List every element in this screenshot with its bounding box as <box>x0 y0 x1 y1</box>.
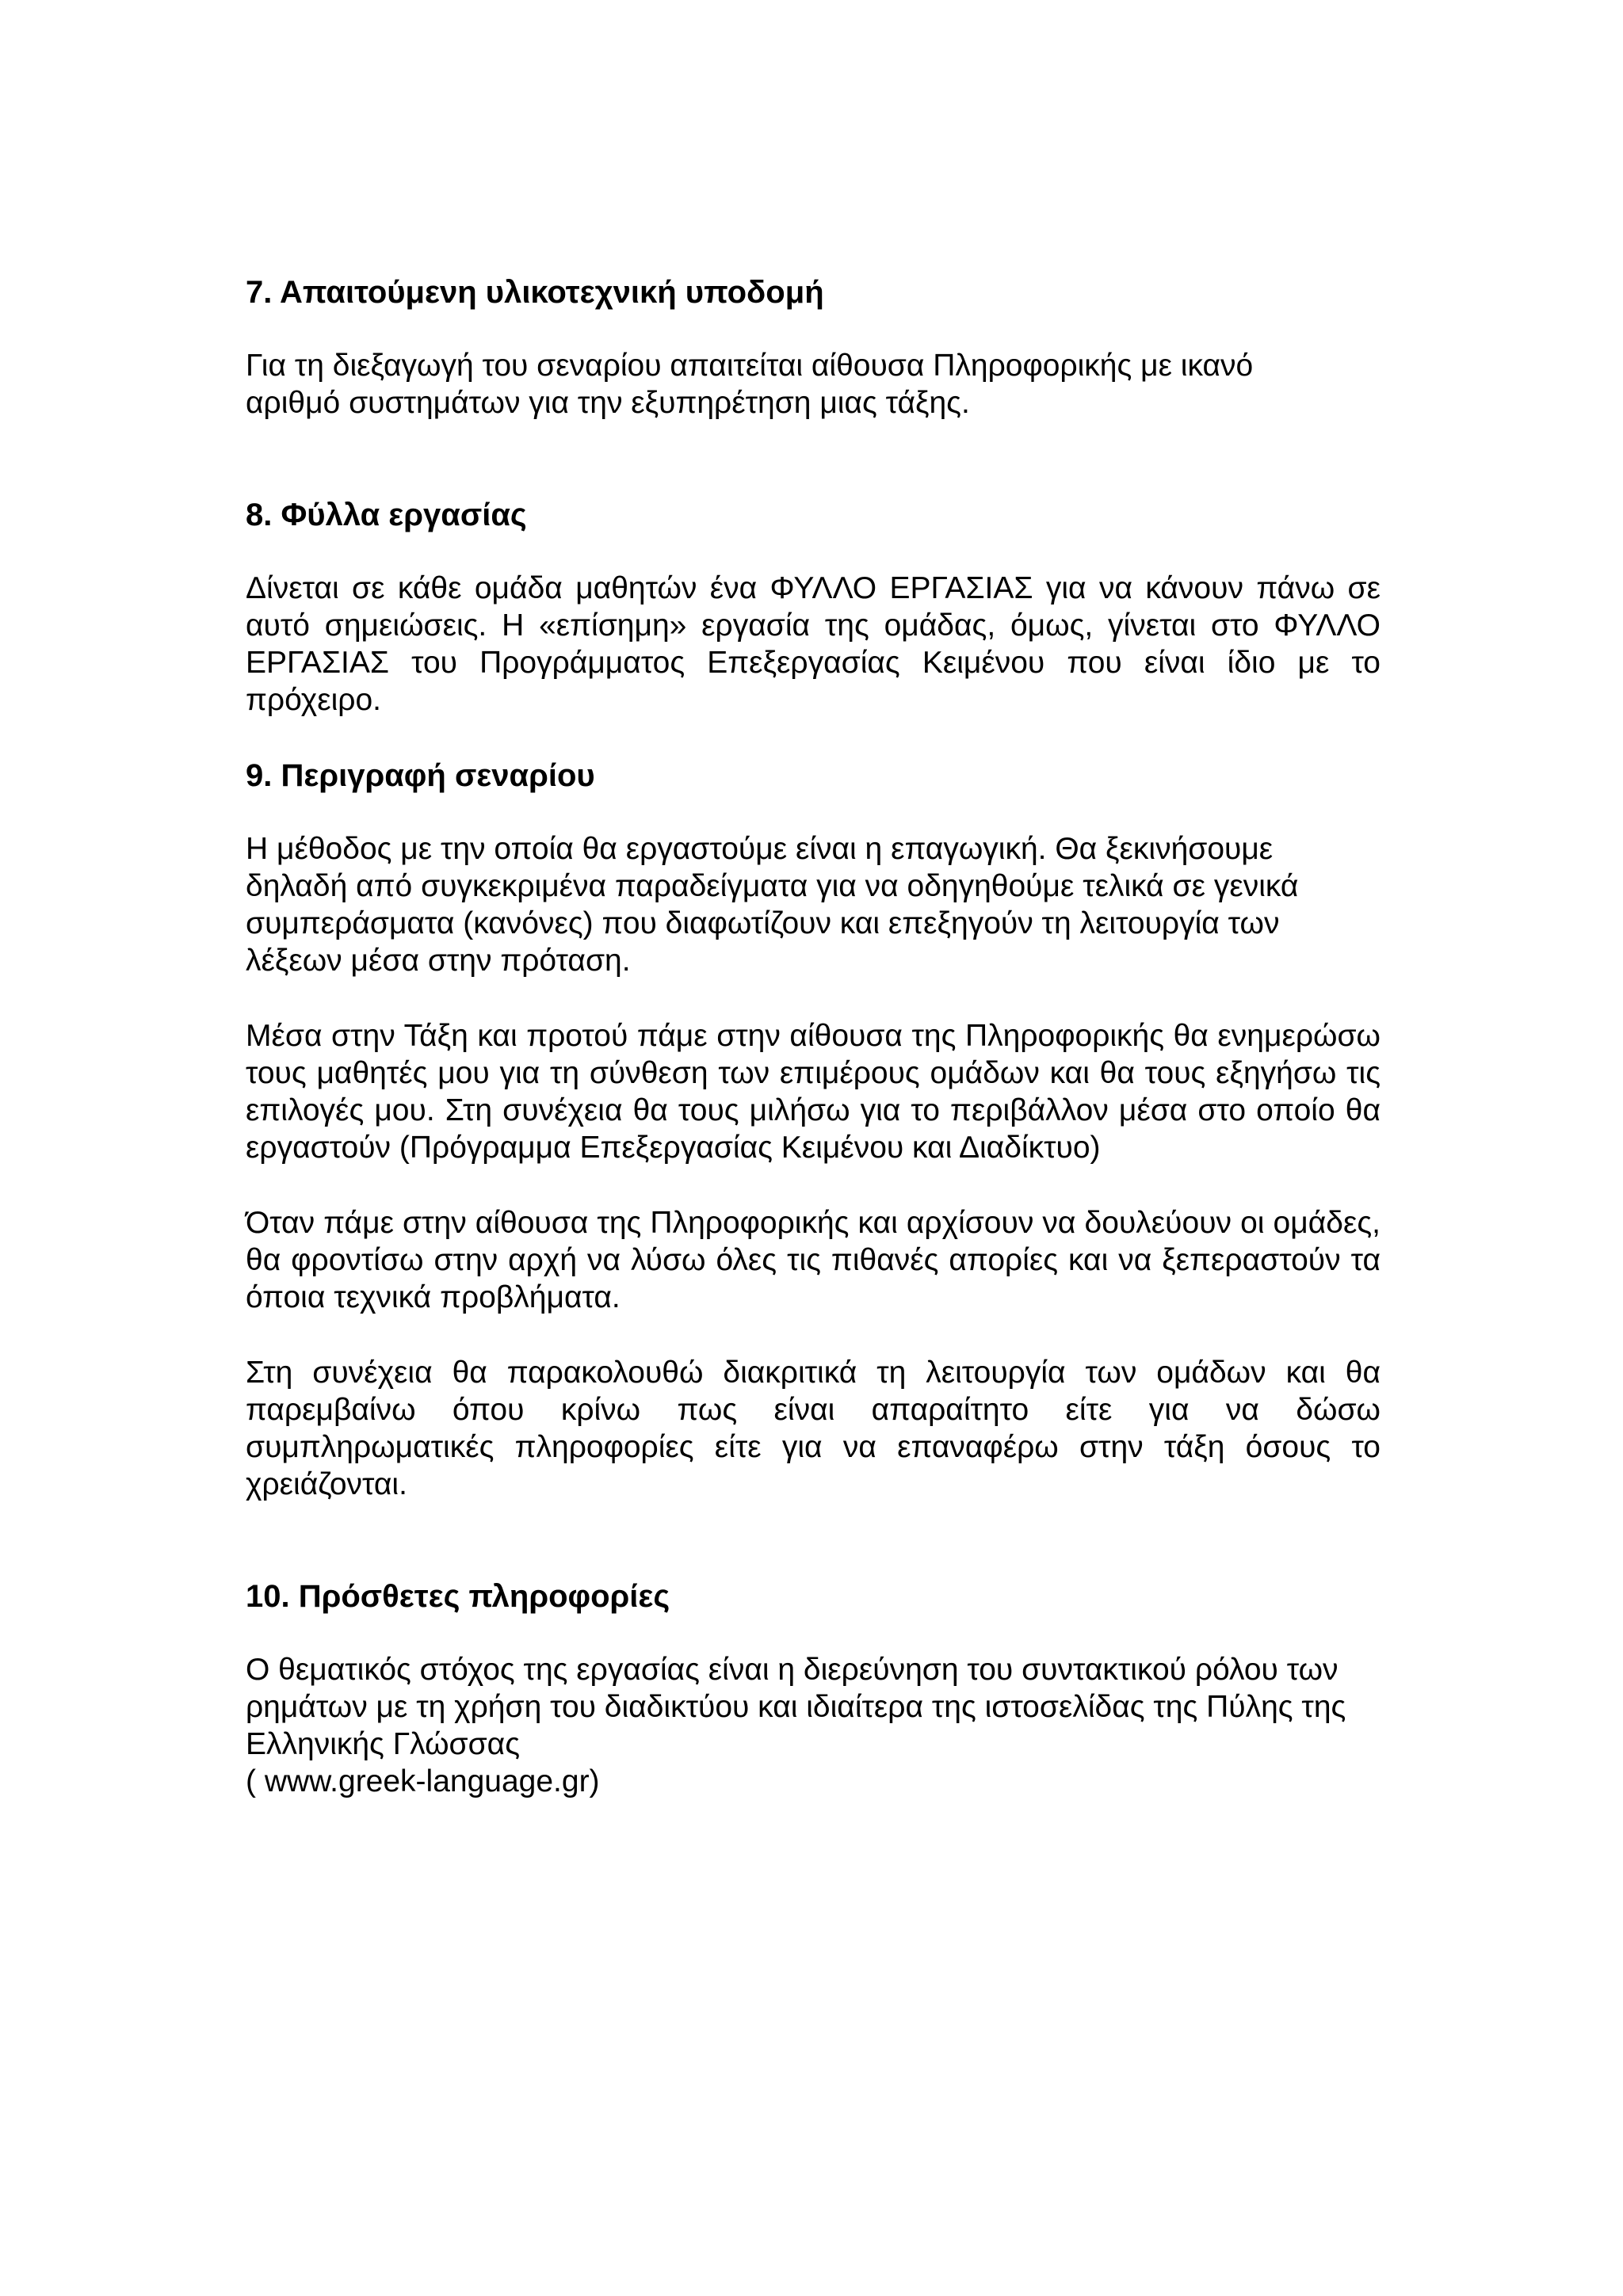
section-7-paragraph-1: Για τη διεξαγωγή του σεναρίου απαιτείται αίθουσα Πληροφορικής με ικανό αριθμό συστημάτων για την εξυπηρέτηση μιας τάξης. <box>246 349 1254 420</box>
section-10-paragraph-text: Ο θεματικός στόχος της εργασίας είναι η διερεύνηση του συντακτικού ρόλου των ρημάτων με τη χρήση του διαδικτύου και ιδιαίτερα της ιστοσελίδας της Πύλης της Ελληνικής Γλώσσας <box>246 1653 1346 1761</box>
section-9-paragraph-4: Στη συνέχεια θα παρακολουθώ διακριτικά τη λειτουργία των ομάδων και θα παρεμβαίνω όπου κρίνω πως είναι απαραίτητο είτε για να δώσω συμπληρωματικές πληροφορίες είτε για να επαναφέρω στην τάξη όσους το χρειάζονται. <box>246 1356 1381 1501</box>
section-8-paragraph-1: Δίνεται σε κάθε ομάδα μαθητών ένα ΦΥΛΛΟ ΕΡΓΑΣΙΑΣ για να κάνουν πάνω σε αυτό σημειώσεις. Η «επίσημη» εργασία της ομάδας, όμως, γίνεται στο ΦΥΛΛΟ ΕΡΓΑΣΙΑΣ του Προγράμματος Επεξεργασίας Κειμένου που είναι ίδιο με το πρόχειρο. <box>246 571 1381 717</box>
section-9-paragraph-3: Όταν πάμε στην αίθουσα της Πληροφορικής και αρχίσουν να δουλεύουν οι ομάδες, θα φροντίσω στην αρχή να λύσω όλες τις πιθανές απορίες και να ξεπεραστούν τα όποια τεχνικά προβλήματα. <box>246 1206 1381 1314</box>
section-heading-7: 7. Απαιτούμενη υλικοτεχνική υποδομή <box>246 275 824 310</box>
section-9-paragraph-1: Η μέθοδος με την οποία θα εργαστούμε είναι η επαγωγική. Θα ξεκινήσουμε δηλαδή από συγκεκριμένα παραδείγματα για να οδηγηθούμε τελικά σε γενικά συμπεράσματα (κανόνες) που διαφωτίζουν και επεξηγούν τη λειτουργία των λέξεων μέσα στην πρόταση. <box>246 832 1299 978</box>
section-9-paragraph-2: Μέσα στην Τάξη και προτού πάμε στην αίθουσα της Πληροφορικής θα ενημερώσω τους μαθητές μου για τη σύνθεση των επιμέρους ομάδων και θα τους εξηγήσω τις επιλογές μου. Στη συνέχεια θα τους μιλήσω για το περιβάλλον μέσα στο οποίο θα εργαστούν (Πρόγραμμα Επεξεργασίας Κειμένου και Διαδίκτυο) <box>246 1019 1381 1165</box>
website-reference: ( www.greek-language.gr) <box>246 1764 600 1798</box>
document-page <box>246 273 1381 1800</box>
section-10-paragraph-1 <box>246 1651 1355 1800</box>
section-heading-8: 8. Φύλλα εργασίας <box>246 498 527 532</box>
section-heading-10: 10. Πρόσθετες πληροφορίες <box>246 1579 670 1614</box>
section-heading-9: 9. Περιγραφή σεναρίου <box>246 758 595 793</box>
